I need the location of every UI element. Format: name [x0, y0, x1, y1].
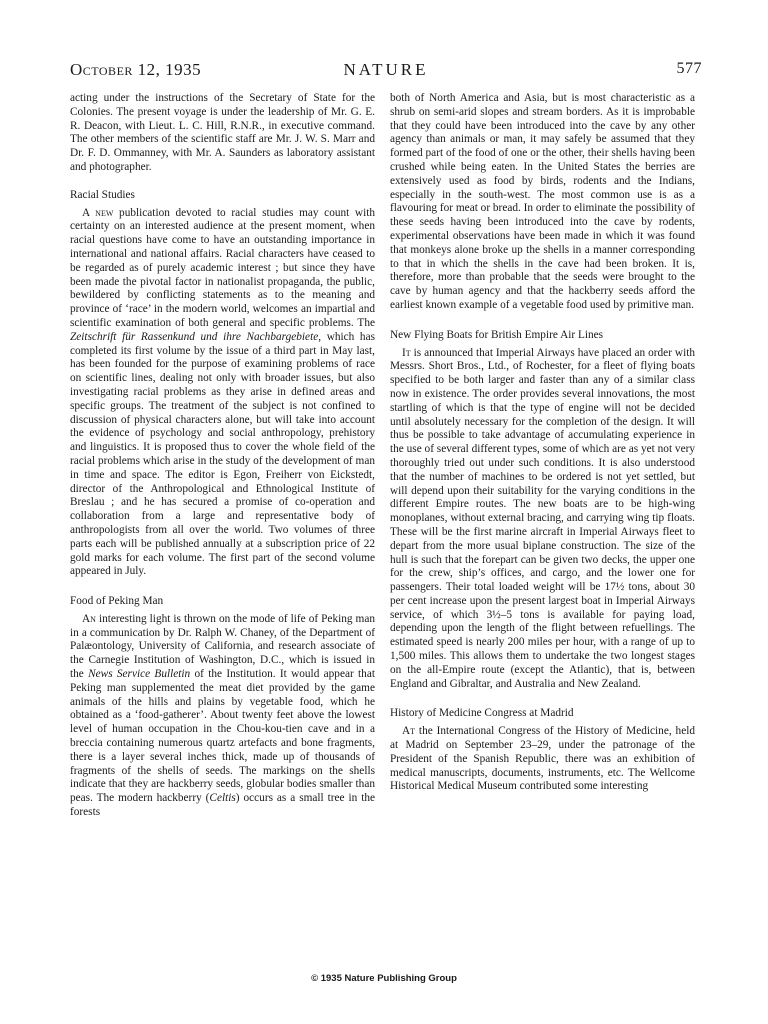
peking-continued-paragraph: both of North America and Asia, but is most characteristic as a shrub on semi-arid slopes and stream borders. As it is improbable that they could have been introduced into the cave by any other agency than animals or man, it may safely be assumed that they formed part of the food of one or the other, their shells having been crushed while being eaten. In the United States the berries are extensively used as food by birds, rodents and the Indians, especially in the south-west. The most common use is as a flavouring for meat or bread. In order to eliminate the possibility of these seeds having been introduced into the cave by rodents, experimental observations have been made in which it was found that monkeys alone broke up the shells in a manner corresponding to that in which the shells in the cave had been broken. It is, therefore, more than probable that the seeds were brought to the cave by human agency and that the hackberry seeds afford the earliest known example of a vegetable food used by primitive man. — [390, 92, 695, 311]
bulletin-name: News Service Bulletin — [88, 668, 191, 681]
right-column — [390, 92, 695, 794]
issue-date: October 12, 1935 — [70, 60, 202, 79]
peking-man-heading: Food of Peking Man — [70, 595, 164, 608]
peking-text-c: ) occurs as a small tree in the forests — [70, 792, 375, 819]
left-column — [70, 92, 375, 820]
medicine-text: the International Congress of the History of Medicine, held at Madrid on September 23–29, under the patronage of the President of the Spanish Republic, there was an exhibition of medical manuscripts, documents, instruments, etc. The Wellcome Historical Medical Museum contributed some interesting — [390, 725, 695, 793]
genus-name: Celtis — [209, 792, 236, 805]
racial-studies-paragraph — [70, 207, 375, 580]
peking-text-b: of the Institution. It would appear that Peking man supplemented the meat diet provided by the game animals of the hills and plains by vegetable food, which he obtained as a ‘food-gatherer’. About twenty feet above the lowest level of human occupation in the Chou-kou-tien cave and in a breccia containing numerous quartz artefacts and bone fragments, there is a layer several inches thick, made up of thousands of fragments of the shells of seeds. The markings on the shells indicate that they are hackberry seeds, globular bodies smaller than peas. The modern hackberry ( — [70, 668, 375, 805]
racial-lead: A new — [82, 206, 114, 219]
page-number: 577 — [676, 60, 702, 77]
peking-lead: An — [82, 612, 96, 625]
racial-text-a: publication devoted to racial studies may count with certainty on an interested audience at the present moment, when racial questions have come to have an outstanding importance in international and national affairs. Racial characters have ceased to be regarded as of purely academic interest ; but since they have been made the pivotal factor in nationalist propaganda, the public, bewildered by conflicting statements as to the meaning and province of ‘race’ in the modern world, welcomes an impartial and scientific examination of both general and specific problems. The — [70, 206, 376, 329]
medicine-congress-paragraph — [390, 725, 695, 794]
racial-text-b: , which has completed its first volume by the issue of a third part in May last, has been founded for the purpose of examining problems of race on scientific lines, dealing not only with broader issues, but also investigating racial problems as they arise in defined areas and specific groups. The treatment of the subject is not confined to discussion of physical characters alone, but will take into account the evidence of psychology and social anthropology, prehistory and linguistics. It is proposed thus to cover the whole field of the racial problems which arise in the study of the development of man in time and space. The editor is Egon, Freiherr von Eickstedt, director of the Anthropological and Ethnological Institute of Breslau ; and he has secured a promise of co-operation and collaboration from a large and representative body of anthropologists from all over the world. Two volumes of three parts each will be published annually at a subscription price of 22 gold marks for each volume. The first part of the second volume appeared in July. — [70, 330, 375, 578]
boats-text: is announced that Imperial Airways have placed an order with Messrs. Short Bros., Ltd., of Rochester, for a fleet of flying boats specified to be both larger and faster than any of a similar class now in existence. The order provides several innovations, the most startling of which is that the type of engine will not be decided until absolutely necessary for the completion of the design. It will thus be possible to take advantage of accumulating experience in the use of several different types, some of which are as yet not very thoroughly tried out under such conditions. It is also understood that the number of machines to be ordered is not yet settled, but will depend upon their suitability for the varying conditions in the different Empire routes. The new boats are to be high-wing monoplanes, without external bracing, and carrying wing tip floats. These will be the first marine aircraft in Imperial Airways fleet to depart from the more usual biplane construction. The size of the hull is such that the forepart can be given two decks, the upper one for the crew, ship’s offices, and cargo, and the lower one for passengers. Their total loaded weight will be 17½ tons, about 30 per cent increase upon the present largest boat in Imperial Airways service, of which 3½–5 tons is available for paying load, depending upon the length of the flight between refuellings. The estimated speed is nearly 200 miles per hour, with a range of up to 1,500 miles. This allows them to undertake the two longest stages on the all-Empire route (except the Atlantic), that is, between England and Gibraltar, and Australia and New Zealand. — [390, 346, 695, 690]
peking-man-paragraph — [70, 613, 375, 820]
flying-boats-heading: New Flying Boats for British Empire Air Lines — [390, 328, 604, 341]
medicine-congress-heading: History of Medicine Congress at Madrid — [390, 707, 574, 720]
copyright-footer: © 1935 Nature Publishing Group — [311, 973, 457, 984]
intro-paragraph: acting under the instructions of the Secretary of State for the Colonies. The present voyage is under the leadership of Mr. G. E. R. Deacon, with Lieut. L. C. Hill, R.N.R., in executive command. The other members of the scientific staff are Mr. J. W. S. Marr and Dr. F. D. Ommanney, with Mr. A. Saunders as laboratory assistant and photographer. — [70, 92, 375, 173]
racial-studies-heading: Racial Studies — [70, 188, 135, 201]
page-header — [70, 60, 702, 84]
boats-lead: It — [402, 346, 411, 359]
medicine-lead: At — [402, 725, 416, 738]
peking-text-a: interesting light is thrown on the mode of life of Peking man in a communication by Dr. Ralph W. Chaney, of the Department of Palæontology, University of California, and research associate of the Carnegie Institution of Washington, D.C., which is issued in the — [70, 612, 375, 681]
journal-name: Zeitschrift für Rassenkund und ihre Nachbargebiete — [70, 330, 319, 343]
journal-title: NATURE — [343, 60, 429, 79]
flying-boats-paragraph — [390, 347, 695, 692]
